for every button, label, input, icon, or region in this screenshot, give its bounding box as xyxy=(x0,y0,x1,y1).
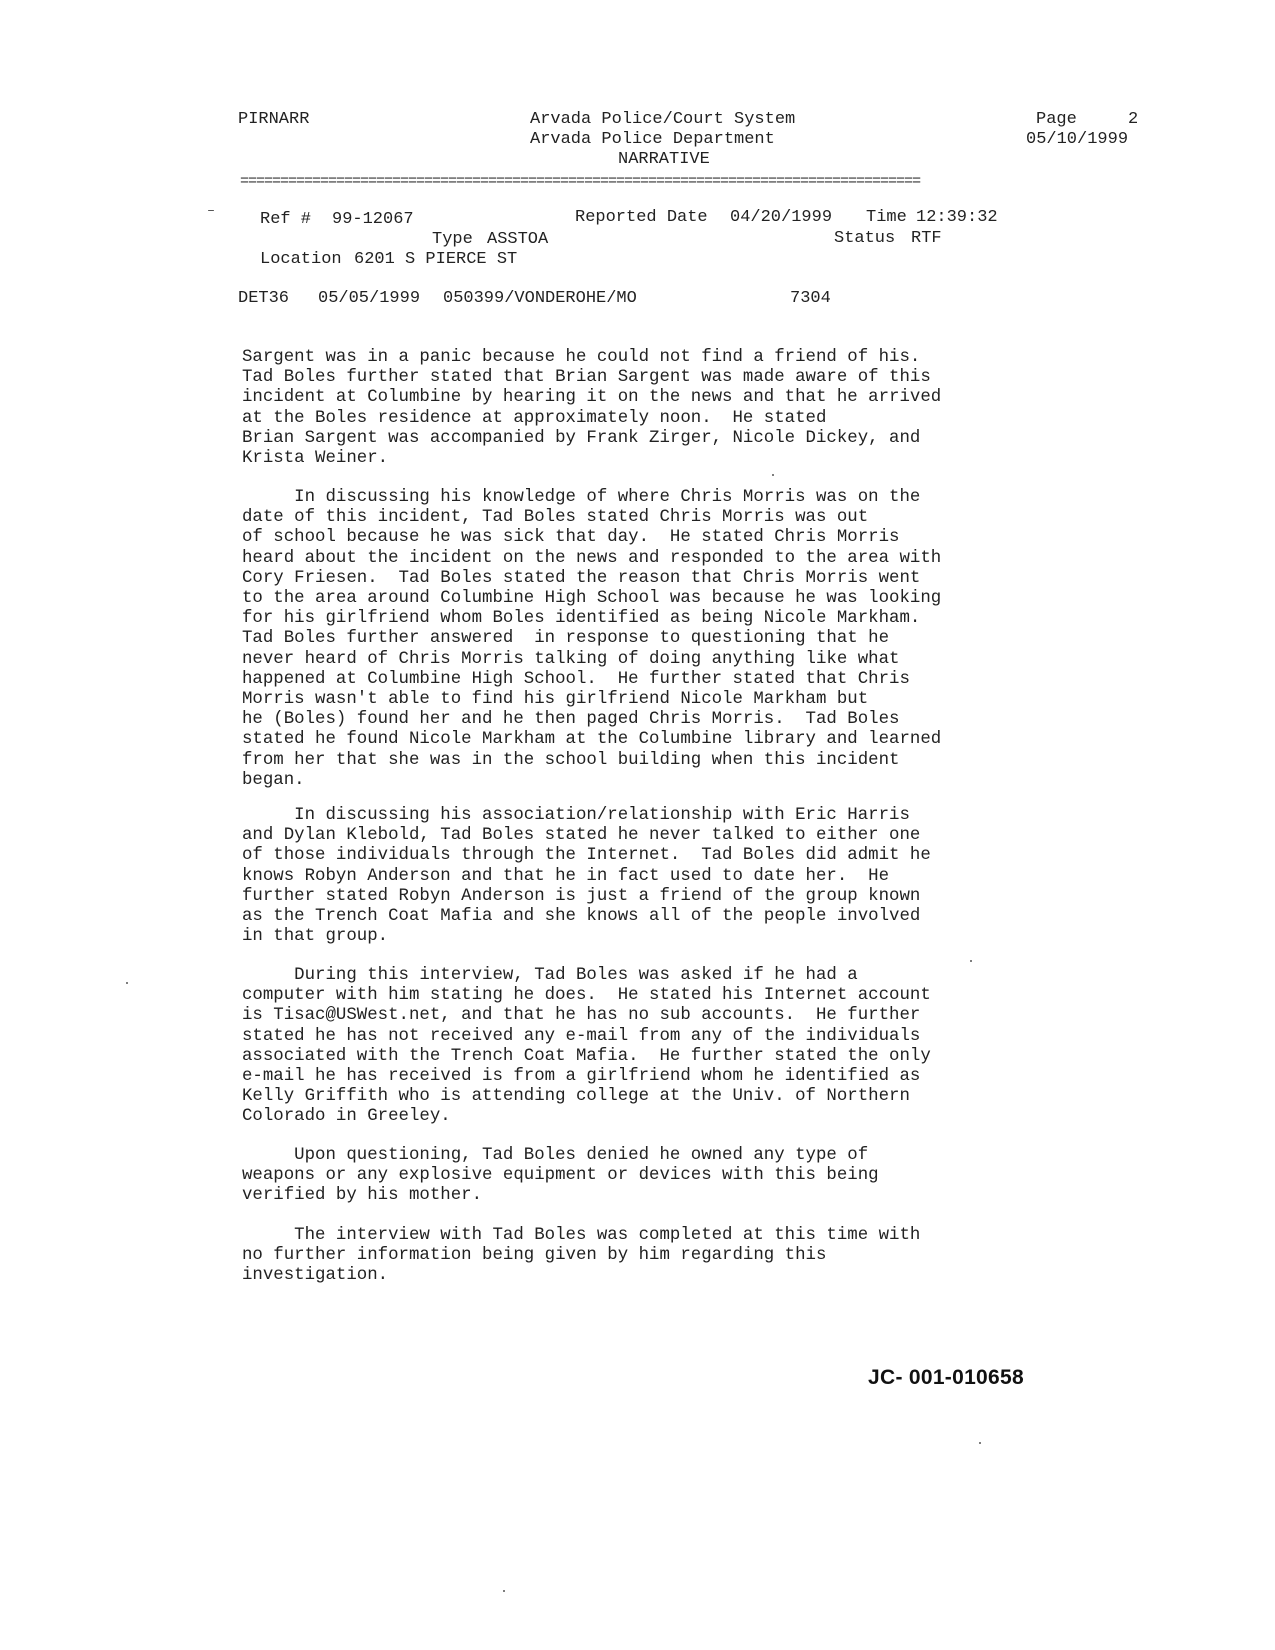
entry-date: 05/05/1999 xyxy=(318,289,421,308)
system-name: Arvada Police/Court System xyxy=(530,110,796,129)
section-title: NARRATIVE xyxy=(618,150,710,169)
status-label: Status xyxy=(834,229,896,248)
narrative-paragraph: Sargent was in a panic because he could not find a friend of his. Tad Boles further stated that Brian Sargent was made aware of this incident at Columbine by hearing it on the news and that he arrived at the Boles residence at approximately noon. He stated Brian Sargent was accompanied by Frank Zirger, Nicole Dickey, and Krista Weiner. xyxy=(242,348,942,469)
reported-date-label: Reported Date xyxy=(575,208,708,227)
status-value: RTF xyxy=(911,229,942,248)
ref-number: 99-12067 xyxy=(332,210,414,229)
entry-number: 7304 xyxy=(790,289,831,308)
entry-code: 050399/VONDEROHE/MO xyxy=(443,289,637,308)
ref-label: Ref # xyxy=(260,210,312,229)
scan-speck xyxy=(208,210,214,211)
narrative-paragraph: Upon questioning, Tad Boles denied he owned any type of weapons or any explosive equipment or devices with this being verified by his mother. xyxy=(242,1146,879,1206)
scan-speck xyxy=(979,1442,981,1444)
scan-speck xyxy=(772,474,774,476)
form-code: PIRNARR xyxy=(238,110,310,129)
separator-line: ===================================================================================== xyxy=(240,176,921,188)
scan-speck xyxy=(970,960,972,962)
scan-speck xyxy=(126,982,128,984)
type-label: Type xyxy=(432,230,473,249)
bates-stamp: JC- 001-010658 xyxy=(868,1366,1024,1389)
entry-officer: DET36 xyxy=(238,289,290,308)
narrative-paragraph: In discussing his association/relationship with Eric Harris and Dylan Klebold, Tad Boles stated he never talked to either one of those individuals through the Internet. Tad Boles did admit he knows Robyn Anderson and that he in fact used to date her. He further stated Robyn Anderson is just a friend of the group known as the Trench Coat Mafia and she knows all of the people involved in that group. xyxy=(242,806,931,947)
time-label: Time xyxy=(866,208,907,227)
location-value: 6201 S PIERCE ST xyxy=(354,250,518,269)
time-value: 12:39:32 xyxy=(916,208,998,227)
type-value: ASSTOA xyxy=(487,230,549,249)
narrative-paragraph: During this interview, Tad Boles was asked if he had a computer with him stating he does. He stated his Internet account is Tisac@USWest.net, and that he has no sub accounts. He further stated he has not received any e-mail from any of the individuals associated with the Trench Coat Mafia. He further stated the only e-mail he has received is from a girlfriend whom he identified as Kelly Griffith who is attending college at the Univ. of Northern Colorado in Greeley. xyxy=(242,966,931,1127)
page-label: Page xyxy=(1036,110,1077,129)
narrative-paragraph: The interview with Tad Boles was completed at this time with no further information being given by him regarding this investigation. xyxy=(242,1226,921,1286)
location-label: Location xyxy=(260,250,342,269)
page-number: 2 xyxy=(1128,110,1139,129)
reported-date: 04/20/1999 xyxy=(730,208,833,227)
narrative-paragraph: In discussing his knowledge of where Chris Morris was on the date of this incident, Tad Boles stated Chris Morris was out of school because he was sick that day. He stated Chris Morris heard about the incident on the news and responded to the area with Cory Friesen. Tad Boles stated the reason that Chris Morris went to the area around Columbine High School was because he was looking for his girlfriend whom Boles identified as being Nicole Markham. Tad Boles further answered in response to questioning that he never heard of Chris Morris talking of doing anything like what happened at Columbine High School. He further stated that Chris Morris wasn't able to find his girlfriend Nicole Markham but he (Boles) found her and he then paged Chris Morris. Tad Boles stated he found Nicole Markham at the Columbine library and learned from her that she was in the school building when this incident began. xyxy=(242,488,942,790)
scan-speck xyxy=(503,1590,505,1592)
print-date: 05/10/1999 xyxy=(1026,130,1129,149)
department-name: Arvada Police Department xyxy=(530,130,775,149)
